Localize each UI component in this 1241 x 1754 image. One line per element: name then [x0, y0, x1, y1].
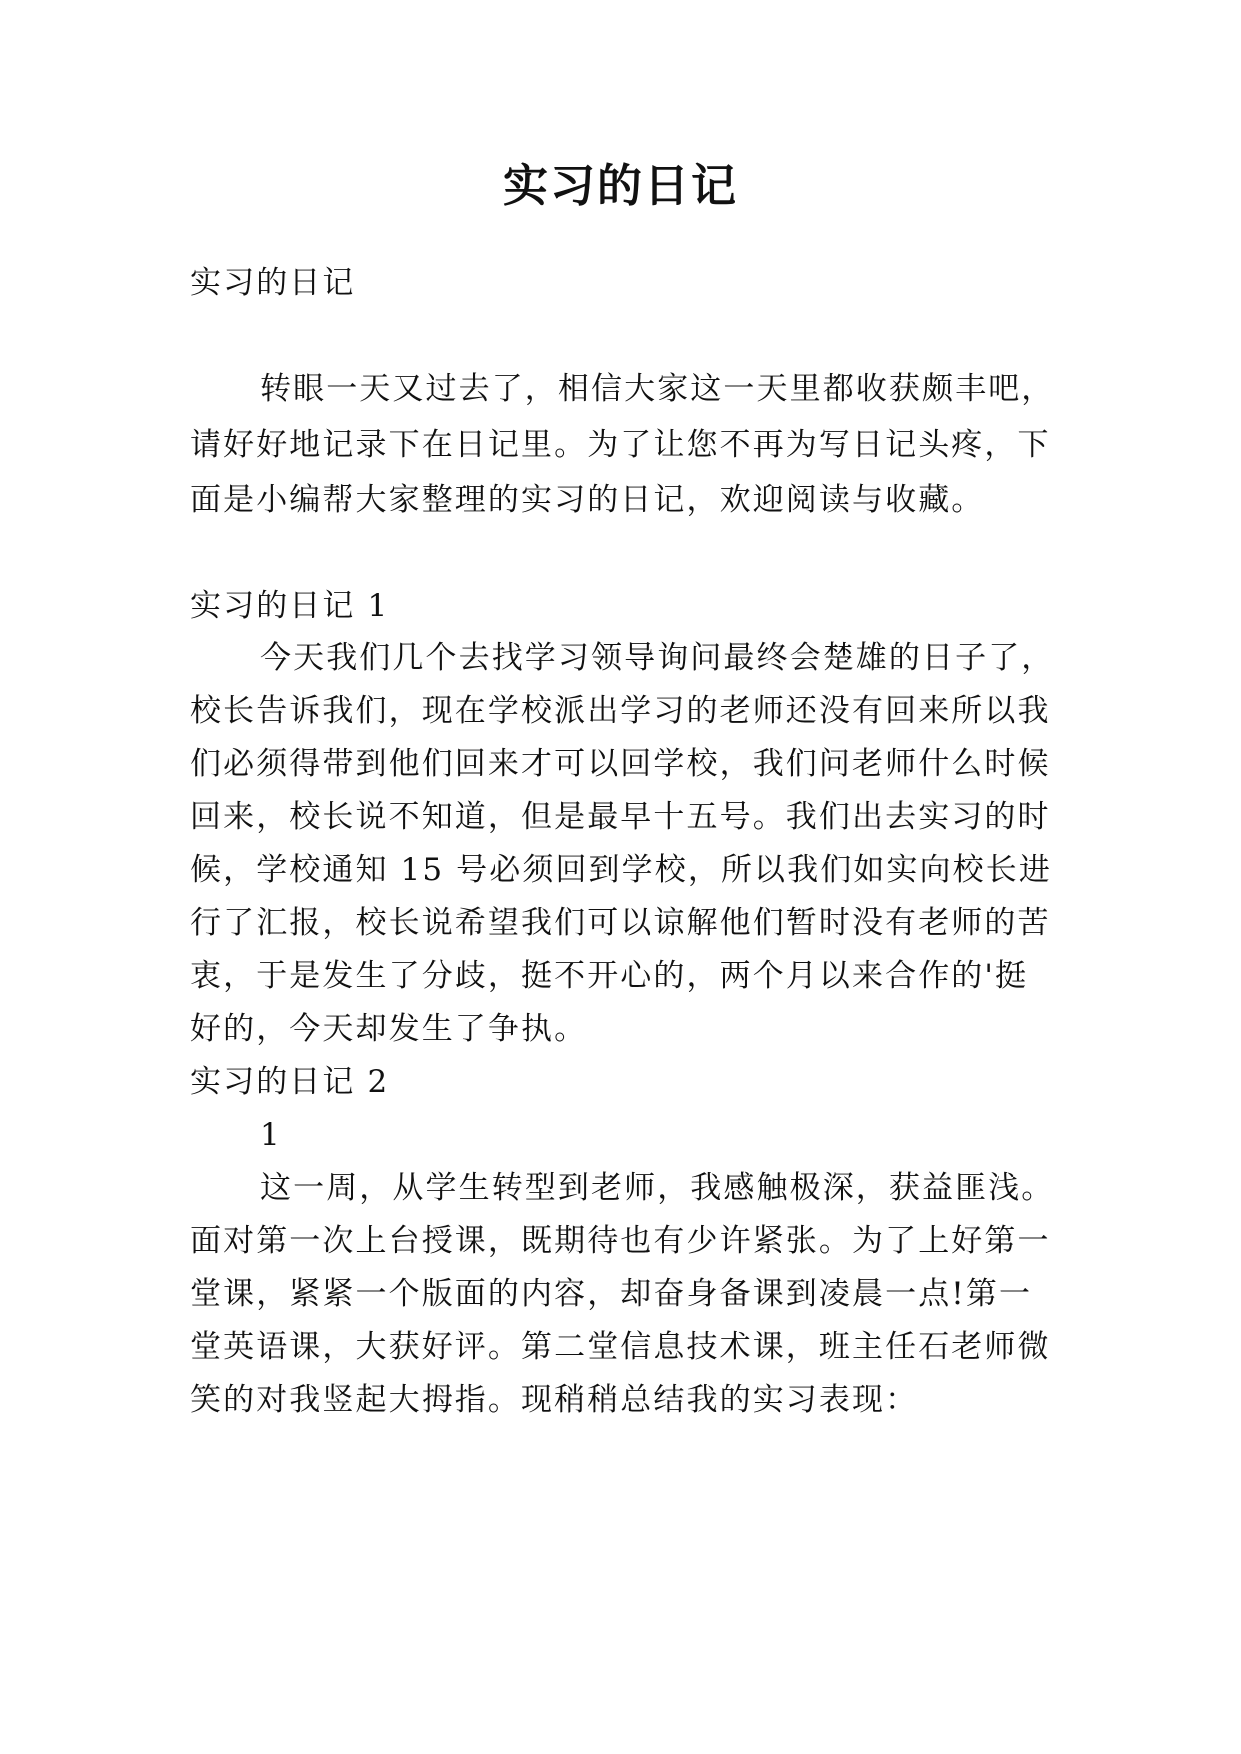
document-title: 实习的日记 [502, 159, 738, 212]
diary1-line: 回来，校长说不知道，但是最早十五号。我们出去实习的时 [190, 799, 1051, 835]
intro-line: 面是小编帮大家整理的实习的日记，欢迎阅读与收藏。 [190, 482, 985, 518]
document-heading: 实习的日记 [190, 265, 356, 301]
diary2-heading: 实习的日记 2 [190, 1064, 390, 1100]
diary1-line: 衷，于是发生了分歧，挺不开心的，两个月以来合作的'挺 [190, 958, 1029, 994]
intro-line: 请好好地记录下在日记里。为了让您不再为写日记头疼，下 [190, 427, 1051, 463]
diary2-line: 笑的对我竖起大拇指。现稍稍总结我的实习表现： [190, 1382, 919, 1418]
diary1-line: 好的，今天却发生了争执。 [190, 1011, 588, 1047]
diary1-line: 们必须得带到他们回来才可以回学校，我们问老师什么时候 [190, 746, 1051, 782]
diary2-line: 堂英语课，大获好评。第二堂信息技术课，班主任石老师微 [190, 1329, 1051, 1365]
diary1-line: 今天我们几个去找学习领导询问最终会楚雄的日子了， [260, 640, 1055, 676]
diary2-line: 面对第一次上台授课，既期待也有少许紧张。为了上好第一 [190, 1223, 1051, 1259]
diary1-line: 行了汇报，校长说希望我们可以谅解他们暂时没有老师的苦 [190, 905, 1051, 941]
diary2-line: 这一周，从学生转型到老师，我感触极深，获益匪浅。 [260, 1170, 1055, 1206]
diary1-heading: 实习的日记 1 [190, 588, 390, 624]
diary2-line: 堂课，紧紧一个版面的内容，却奋身备课到凌晨一点!第一 [190, 1276, 1033, 1312]
intro-line: 转眼一天又过去了，相信大家这一天里都收获颇丰吧， [260, 371, 1055, 407]
diary2-number: 1 [260, 1117, 282, 1153]
diary1-line: 候，学校通知 15 号必须回到学校，所以我们如实向校长进 [190, 852, 1052, 888]
diary1-line: 校长告诉我们，现在学校派出学习的老师还没有回来所以我 [190, 693, 1051, 729]
